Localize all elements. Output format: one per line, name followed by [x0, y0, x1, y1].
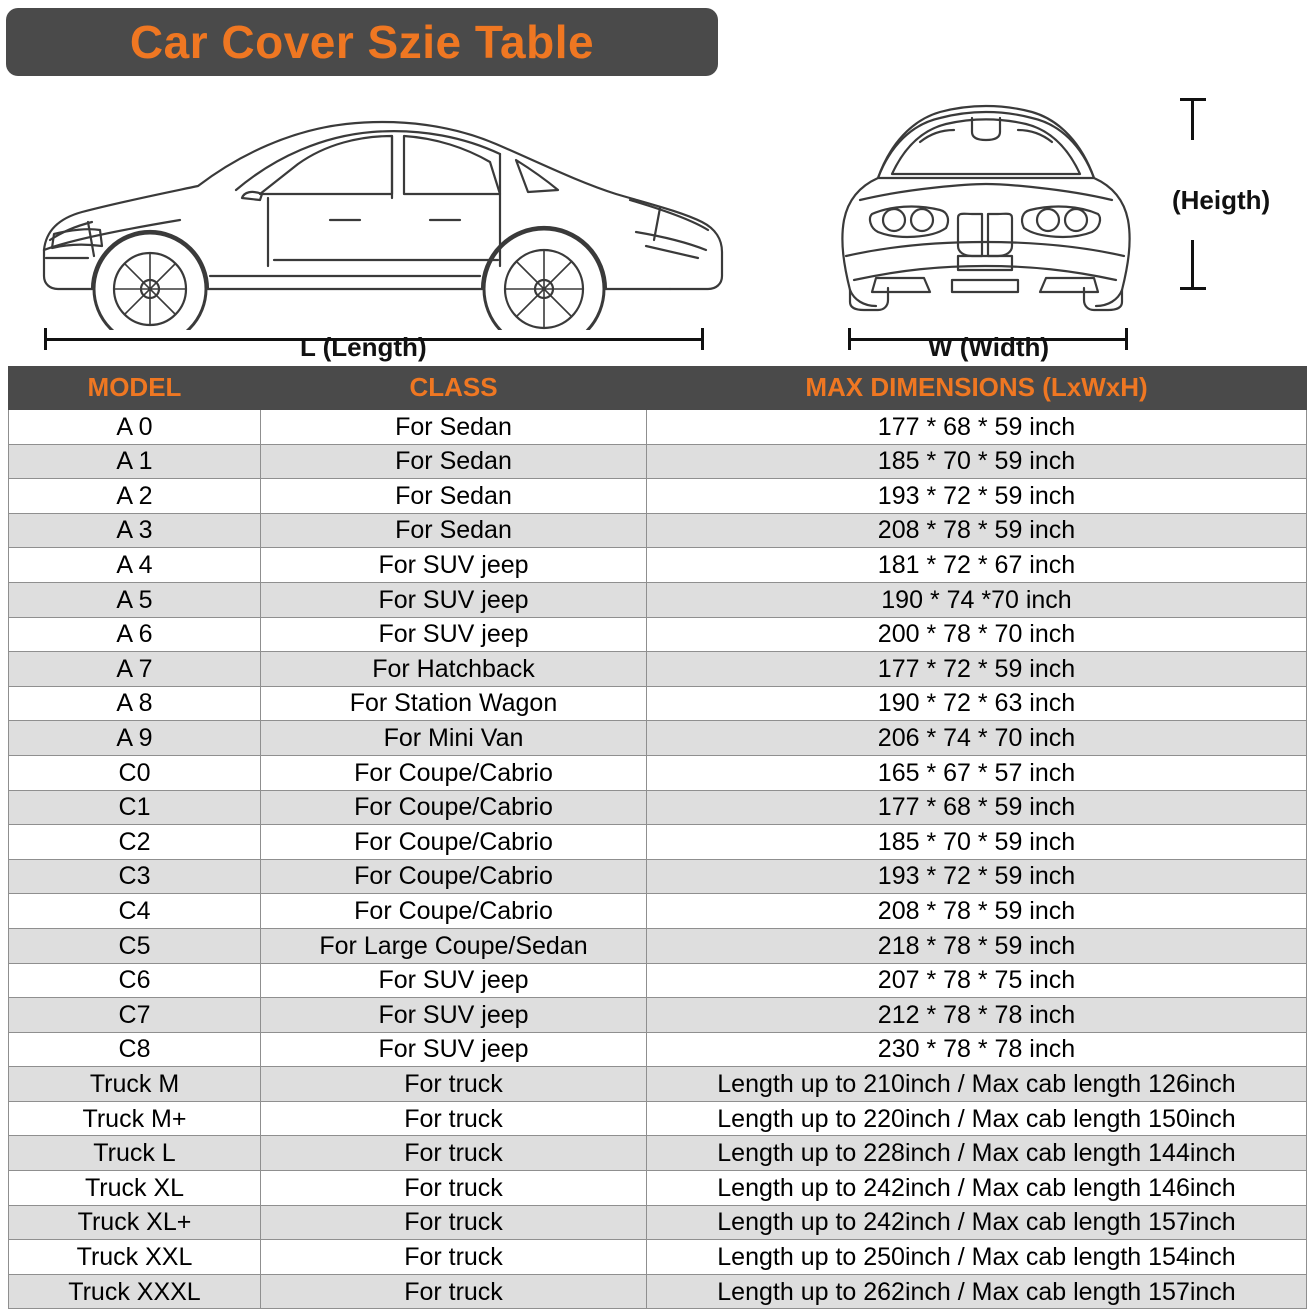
cell-model: A 8	[9, 686, 261, 721]
table-row	[9, 859, 1307, 894]
cell-model: A 0	[9, 410, 261, 445]
cell-dimensions: Length up to 242inch / Max cab length 146inch	[647, 1171, 1307, 1206]
table-row	[9, 1101, 1307, 1136]
cell-class: For Coupe/Cabrio	[261, 859, 647, 894]
front-view-car-icon	[820, 90, 1150, 330]
cell-class: For truck	[261, 1067, 647, 1102]
cell-class: For truck	[261, 1240, 647, 1275]
cell-dimensions: 212 * 78 * 78 inch	[647, 998, 1307, 1033]
table-row	[9, 963, 1307, 998]
table-row	[9, 548, 1307, 583]
cell-class: For truck	[261, 1205, 647, 1240]
table-row	[9, 1136, 1307, 1171]
cell-dimensions: 200 * 78 * 70 inch	[647, 617, 1307, 652]
cell-model: Truck M	[9, 1067, 261, 1102]
cell-class: For Mini Van	[261, 721, 647, 756]
table-row	[9, 1032, 1307, 1067]
size-table	[8, 366, 1307, 1309]
cell-class: For Station Wagon	[261, 686, 647, 721]
cell-dimensions: 190 * 72 * 63 inch	[647, 686, 1307, 721]
cell-dimensions: Length up to 210inch / Max cab length 126inch	[647, 1067, 1307, 1102]
table-row	[9, 617, 1307, 652]
page-title: Car Cover Szie Table	[129, 16, 595, 68]
table-row	[9, 479, 1307, 514]
cell-class: For Sedan	[261, 444, 647, 479]
cell-model: Truck L	[9, 1136, 261, 1171]
cell-dimensions: 190 * 74 *70 inch	[647, 582, 1307, 617]
cell-dimensions: 177 * 68 * 59 inch	[647, 410, 1307, 445]
table-row	[9, 652, 1307, 687]
cell-dimensions: 165 * 67 * 57 inch	[647, 755, 1307, 790]
side-view-car-icon	[30, 90, 730, 330]
cell-model: C4	[9, 894, 261, 929]
table-row	[9, 1171, 1307, 1206]
table-row	[9, 1067, 1307, 1102]
cell-model: C1	[9, 790, 261, 825]
cell-model: C5	[9, 928, 261, 963]
cell-class: For SUV jeep	[261, 548, 647, 583]
cell-class: For truck	[261, 1136, 647, 1171]
cell-class: For SUV jeep	[261, 582, 647, 617]
column-header-model: MODEL	[9, 367, 261, 410]
table-row	[9, 721, 1307, 756]
width-tick-right	[1125, 328, 1128, 350]
cell-dimensions: Length up to 242inch / Max cab length 157inch	[647, 1205, 1307, 1240]
table-header-row	[9, 367, 1307, 410]
table-row	[9, 825, 1307, 860]
height-line-bottom	[1191, 240, 1194, 290]
height-tick-bottom	[1180, 287, 1206, 290]
height-line-top	[1191, 98, 1194, 140]
cell-model: Truck XL+	[9, 1205, 261, 1240]
cell-dimensions: 181 * 72 * 67 inch	[647, 548, 1307, 583]
cell-model: A 5	[9, 582, 261, 617]
table-row	[9, 755, 1307, 790]
cell-class: For SUV jeep	[261, 998, 647, 1033]
cell-dimensions: Length up to 250inch / Max cab length 154inch	[647, 1240, 1307, 1275]
cell-dimensions: 230 * 78 * 78 inch	[647, 1032, 1307, 1067]
cell-model: A 1	[9, 444, 261, 479]
table-row	[9, 513, 1307, 548]
table-row	[9, 894, 1307, 929]
table-row	[9, 1274, 1307, 1309]
cell-dimensions: 185 * 70 * 59 inch	[647, 825, 1307, 860]
length-label: L (Length)	[300, 332, 427, 362]
height-label: (Heigth)	[1172, 185, 1271, 215]
cell-dimensions: 185 * 70 * 59 inch	[647, 444, 1307, 479]
cell-model: Truck XXXL	[9, 1274, 261, 1309]
table-row	[9, 444, 1307, 479]
cell-model: C2	[9, 825, 261, 860]
table-row	[9, 410, 1307, 445]
cell-dimensions: 177 * 68 * 59 inch	[647, 790, 1307, 825]
width-label: W (Width)	[928, 332, 1050, 362]
cell-model: A 6	[9, 617, 261, 652]
cell-dimensions: Length up to 220inch / Max cab length 150inch	[647, 1101, 1307, 1136]
cell-class: For Coupe/Cabrio	[261, 825, 647, 860]
table-row	[9, 928, 1307, 963]
table-row	[9, 1240, 1307, 1275]
cell-model: Truck XL	[9, 1171, 261, 1206]
cell-class: For Coupe/Cabrio	[261, 790, 647, 825]
cell-model: A 7	[9, 652, 261, 687]
table-row	[9, 582, 1307, 617]
illustration-area	[0, 80, 1314, 365]
cell-dimensions: Length up to 228inch / Max cab length 144inch	[647, 1136, 1307, 1171]
cell-model: C3	[9, 859, 261, 894]
cell-model: C6	[9, 963, 261, 998]
table-row	[9, 1205, 1307, 1240]
cell-dimensions: 206 * 74 * 70 inch	[647, 721, 1307, 756]
cell-class: For Hatchback	[261, 652, 647, 687]
cell-model: A 3	[9, 513, 261, 548]
length-tick-right	[701, 328, 704, 350]
cell-class: For Large Coupe/Sedan	[261, 928, 647, 963]
column-header-dimensions: MAX DIMENSIONS (LxWxH)	[647, 367, 1307, 410]
cell-class: For Sedan	[261, 513, 647, 548]
cell-dimensions: 218 * 78 * 59 inch	[647, 928, 1307, 963]
title-banner	[6, 8, 718, 76]
cell-class: For SUV jeep	[261, 1032, 647, 1067]
cell-class: For SUV jeep	[261, 617, 647, 652]
cell-class: For truck	[261, 1171, 647, 1206]
cell-class: For truck	[261, 1274, 647, 1309]
cell-dimensions: 208 * 78 * 59 inch	[647, 513, 1307, 548]
cell-dimensions: 193 * 72 * 59 inch	[647, 479, 1307, 514]
cell-model: A 9	[9, 721, 261, 756]
cell-model: A 4	[9, 548, 261, 583]
cell-model: C7	[9, 998, 261, 1033]
cell-dimensions: 177 * 72 * 59 inch	[647, 652, 1307, 687]
table-row	[9, 686, 1307, 721]
cell-model: Truck XXL	[9, 1240, 261, 1275]
cell-model: C0	[9, 755, 261, 790]
table-body	[9, 410, 1307, 1309]
table-row	[9, 998, 1307, 1033]
cell-dimensions: 207 * 78 * 75 inch	[647, 963, 1307, 998]
cell-class: For Coupe/Cabrio	[261, 894, 647, 929]
cell-dimensions: 208 * 78 * 59 inch	[647, 894, 1307, 929]
cell-class: For truck	[261, 1101, 647, 1136]
cell-class: For Coupe/Cabrio	[261, 755, 647, 790]
cell-class: For SUV jeep	[261, 963, 647, 998]
cell-model: A 2	[9, 479, 261, 514]
cell-model: Truck M+	[9, 1101, 261, 1136]
cell-dimensions: 193 * 72 * 59 inch	[647, 859, 1307, 894]
cell-dimensions: Length up to 262inch / Max cab length 157inch	[647, 1274, 1307, 1309]
cell-class: For Sedan	[261, 410, 647, 445]
cell-model: C8	[9, 1032, 261, 1067]
table-row	[9, 790, 1307, 825]
size-table-wrapper	[0, 366, 1314, 1309]
cell-class: For Sedan	[261, 479, 647, 514]
column-header-class: CLASS	[261, 367, 647, 410]
